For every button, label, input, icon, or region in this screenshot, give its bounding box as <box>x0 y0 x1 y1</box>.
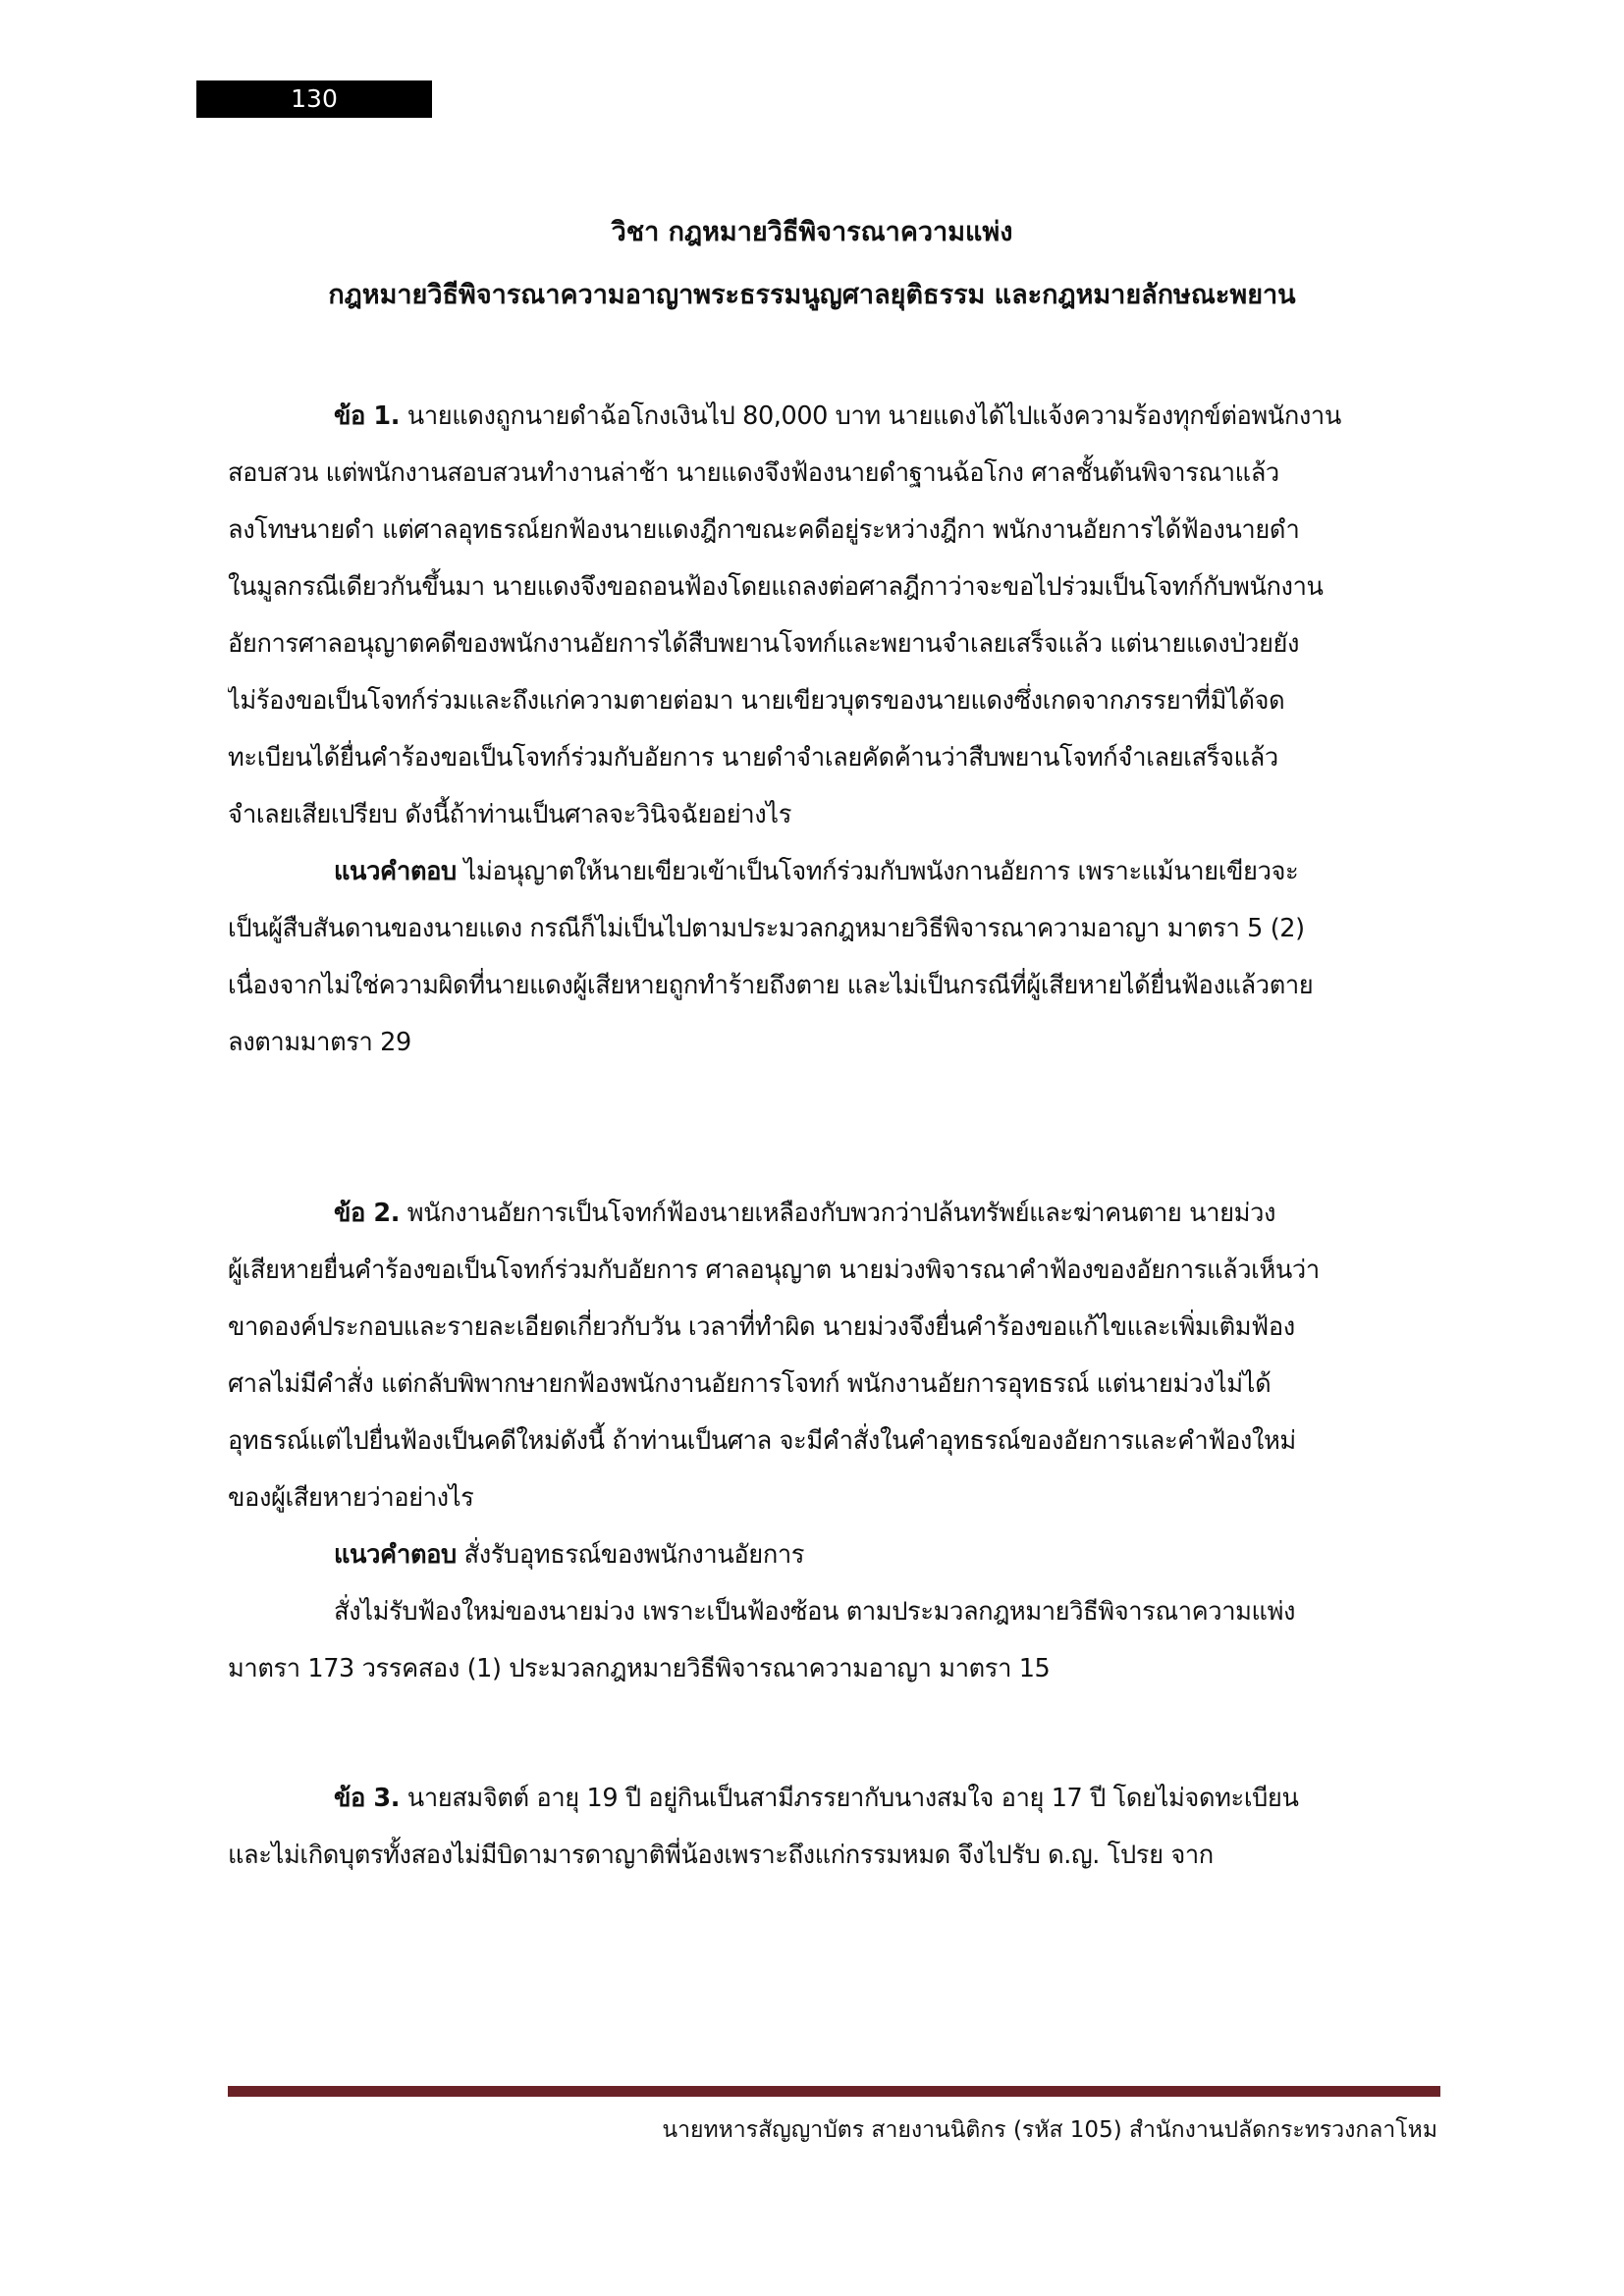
question-line: สอบสวน แต่พนักงานสอบสวนทำงานล่าช้า นายแดงจึงฟ้องนายดำฐานฉ้อโกง ศาลชั้นต้นพิจารณาแล้ว <box>228 458 1279 488</box>
question-1 <box>228 388 1435 1071</box>
question-line: ไม่ร้องขอเป็นโจทก์ร่วมและถึงแก่ความตายต่อมา นายเขียวบุตรของนายแดงซึ่งเกดจากภรรยาที่มิได้จด <box>228 686 1285 716</box>
question-label: ข้อ 3. <box>334 1784 401 1813</box>
footer-text: นายทหารสัญญาบัตร สายงานนิติกร (รหัส 105) สำนักงานปลัดกระทรวงกลาโหม <box>662 2117 1437 2143</box>
answer-line: แนวคำตอบ ไม่อนุญาตให้นายเขียวเข้าเป็นโจทก์ร่วมกับพนังกานอัยการ เพราะแม้นายเขียวจะ <box>334 857 1299 886</box>
question-line: ข้อ 2. พนักงานอัยการเป็นโจทก์ฟ้องนายเหลืองกับพวกว่าปล้นทรัพย์และฆ่าคนตาย นายม่วง <box>334 1199 1276 1228</box>
question-line: อัยการศาลอนุญาตคดีของพนักงานอัยการได้สืบพยานโจทก์และพยานจำเลยเสร็จแล้ว แต่นายแดงป่วยยัง <box>228 629 1300 659</box>
answer-line: ลงตามมาตรา 29 <box>228 1028 411 1057</box>
question-3 <box>228 1770 1435 1884</box>
subject-subtitle: กฎหมายวิธีพิจารณาความอาญาพระธรรมนูญศาลยุติธรรม และกฎหมายลักษณะพยาน <box>328 280 1296 310</box>
question-label: ข้อ 2. <box>334 1199 401 1228</box>
answer-line: สั่งไม่รับฟ้องใหม่ของนายม่วง เพราะเป็นฟ้องซ้อน ตามประมวลกฎหมายวิธีพิจารณาความแพ่ง <box>334 1597 1296 1627</box>
question-line: ในมูลกรณีเดียวกันขึ้นมา นายแดงจึงขอถอนฟ้องโดยแถลงต่อศาลฎีกาว่าจะขอไปร่วมเป็นโจทก์กับพนักงาน <box>228 572 1324 602</box>
question-line: ของผู้เสียหายว่าอย่างไร <box>228 1483 474 1513</box>
question-line: ทะเบียนได้ยื่นคำร้องขอเป็นโจทก์ร่วมกับอัยการ นายดำจำเลยคัดค้านว่าสืบพยานโจทก์จำเลยเสร็จแล้ว <box>228 743 1278 773</box>
question-line: อุทธรณ์แต่ไปยื่นฟ้องเป็นคดีใหม่ดังนี้ ถ้าท่านเป็นศาล จะมีคำสั่งในคำอุทธรณ์ของอัยการและคำฟ้องใหม่ <box>228 1426 1296 1456</box>
document-body <box>228 388 1435 1884</box>
question-2 <box>228 1185 1435 1697</box>
answer-line: มาตรา 173 วรรคสอง (1) ประมวลกฎหมายวิธีพิจารณาความอาญา มาตรา 15 <box>228 1654 1051 1683</box>
document-header <box>0 201 1624 327</box>
answer-line: เนื่องจากไม่ใช่ความผิดที่นายแดงผู้เสียหายถูกทำร้ายถึงตาย และไม่เป็นกรณีที่ผู้เสียหายได้ยื่นฟ้องแล้วตาย <box>228 971 1314 1000</box>
question-line: ขาดองค์ประกอบและรายละเอียดเกี่ยวกับวัน เวลาที่ทำผิด นายม่วงจึงยื่นคำร้องขอแก้ไขและเพิ่มเติมฟ้อง <box>228 1312 1295 1342</box>
question-label: ข้อ 1. <box>334 401 401 431</box>
answer-line: เป็นผู้สืบสันดานของนายแดง กรณีก็ไม่เป็นไปตามประมวลกฎหมายวิธีพิจารณาความอาญา มาตรา 5 (2) <box>228 914 1305 943</box>
answer-label: แนวคำตอบ <box>334 1540 457 1570</box>
question-line: ข้อ 3. นายสมจิตต์ อายุ 19 ปี อยู่กินเป็นสามีภรรยากับนางสมใจ อายุ 17 ปี โดยไม่จดทะเบียน <box>334 1784 1299 1813</box>
question-line: ศาลไม่มีคำสั่ง แต่กลับพิพากษายกฟ้องพนักงานอัยการโจทก์ พนักงานอัยการอุทธรณ์ แต่นายม่วงไม่ได้ <box>228 1369 1272 1399</box>
question-line: จำเลยเสียเปรียบ ดังนี้ถ้าท่านเป็นศาลจะวินิจฉัยอย่างไร <box>228 800 792 829</box>
question-line: ผู้เสียหายยื่นคำร้องขอเป็นโจทก์ร่วมกับอัยการ ศาลอนุญาต นายม่วงพิจารณาคำฟ้องของอัยการแล้วเห็นว่า <box>228 1255 1320 1285</box>
answer-label: แนวคำตอบ <box>334 857 457 886</box>
question-line: ข้อ 1. นายแดงถูกนายดำฉ้อโกงเงินไป 80,000 บาท นายแดงได้ไปแจ้งความร้องทุกข์ต่อพนักงาน <box>334 401 1341 431</box>
question-line: ลงโทษนายดำ แต่ศาลอุทธรณ์ยกฟ้องนายแดงฎีกาขณะคดีอยู่ระหว่างฎีกา พนักงานอัยการได้ฟ้องนายดำ <box>228 515 1300 545</box>
page-number: 130 <box>196 80 432 118</box>
question-line: และไม่เกิดบุตรทั้งสองไม่มีบิดามารดาญาติพี่น้องเพราะถึงแก่กรรมหมด จึงไปรับ ด.ญ. โปรย จาก <box>228 1841 1214 1870</box>
footer-divider <box>228 2086 1440 2097</box>
answer-line: แนวคำตอบ สั่งรับอุทธรณ์ของพนักงานอัยการ <box>334 1540 805 1570</box>
subject-title: วิชา กฎหมายวิธีพิจารณาความแพ่ง <box>611 217 1013 247</box>
